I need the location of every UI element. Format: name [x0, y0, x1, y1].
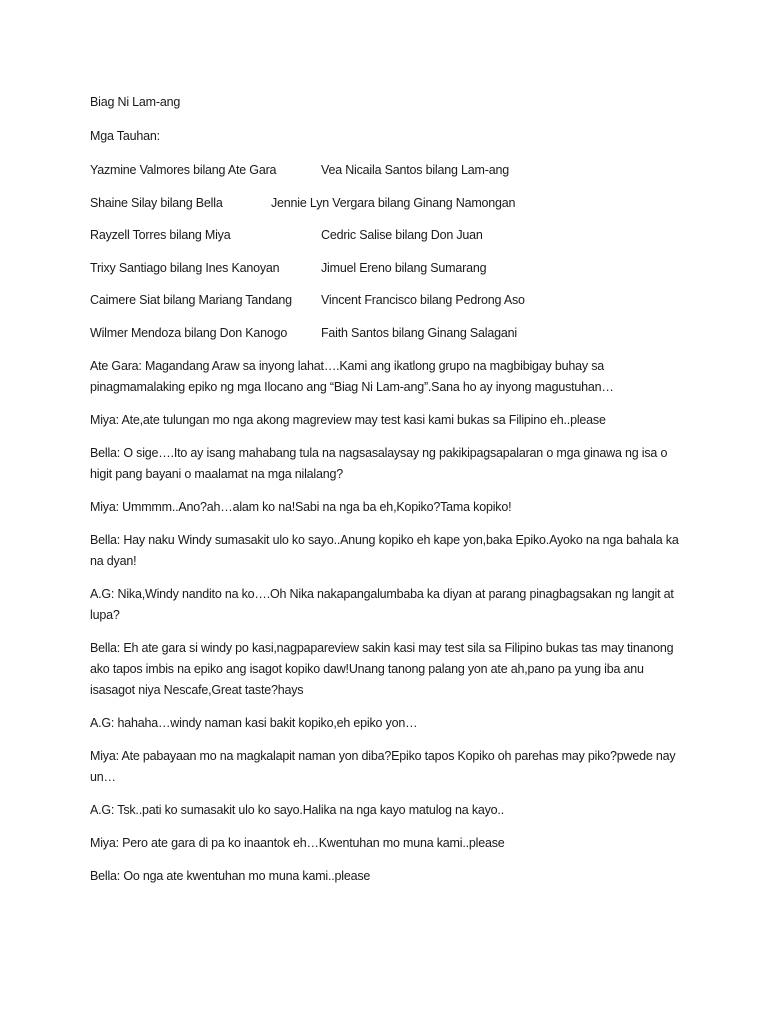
cast-row: [90, 225, 690, 246]
cast-heading: Mga Tauhan:: [90, 129, 160, 143]
dialogue: [90, 356, 690, 887]
cast-entry: Vea Nicaila Santos bilang Lam-ang: [321, 163, 509, 177]
cast-row: [90, 160, 690, 181]
dialogue-line: [90, 800, 690, 821]
cast-entry: Jimuel Ereno bilang Sumarang: [321, 260, 487, 275]
speaker: Miya:: [90, 499, 119, 514]
speaker: Bella:: [90, 640, 121, 655]
dialogue-text: Pero ate gara di pa ko inaantok eh…Kwentuhan mo muna kami..please: [118, 835, 505, 850]
speaker: Miya:: [90, 748, 119, 763]
dialogue-line: [90, 497, 690, 518]
cast-list: [90, 160, 690, 344]
cast-entry: Caimere Siat bilang Mariang Tandang: [90, 293, 292, 308]
dialogue-text: Hay naku Windy sumasakit ulo ko sayo..Anung kopiko eh kape yon,baka Epiko.Ayoko na nga bahala ka na dyan!: [90, 532, 679, 568]
dialogue-text: Tsk..pati ko sumasakit ulo ko sayo.Halika na nga kayo matulog na kayo..: [114, 802, 504, 817]
document-title: Biag Ni Lam-ang: [90, 95, 181, 109]
speaker: Bella:: [90, 445, 121, 460]
dialogue-text: Ummmm..Ano?ah…alam ko na!Sabi na nga ba eh,Kopiko?Tama kopiko!: [118, 499, 512, 514]
dialogue-text: hahaha…windy naman kasi bakit kopiko,eh epiko yon…: [114, 715, 418, 730]
dialogue-line: [90, 833, 690, 854]
speaker: Ate Gara:: [90, 358, 142, 373]
dialogue-line: [90, 356, 690, 398]
speaker: A.G:: [90, 715, 115, 730]
dialogue-line: [90, 638, 690, 701]
speaker: A.G:: [90, 802, 115, 817]
dialogue-line: [90, 410, 690, 431]
dialogue-text: Nika,Windy nandito na ko….Oh Nika nakapangalumbaba ka diyan at parang pinagbagsakan ng langit at lupa?: [90, 586, 674, 622]
dialogue-line: [90, 584, 690, 626]
speaker: A.G:: [90, 586, 115, 601]
dialogue-text: Magandang Araw sa inyong lahat….Kami ang ikatlong grupo na magbibigay buhay sa pinagmamalaking epiko ng mga Ilocano ang “Biag Ni Lam-ang”.Sana ho ay inyong magustuhan…: [90, 358, 614, 394]
dialogue-text: Eh ate gara si windy po kasi,nagpapareview sakin kasi may test sila sa Filipino bukas tas may tinanong ako tapos imbis na epiko ang isagot kopiko daw!Unang tanong palang yon ate ah,pano pa yung iba anu isasagot niya Nescafe,Great taste?hays: [90, 640, 674, 697]
dialogue-text: Ate,ate tulungan mo nga akong magreview may test kasi kami bukas sa Filipino eh..please: [118, 412, 606, 427]
dialogue-text: Oo nga ate kwentuhan mo muna kami..please: [120, 868, 371, 883]
document-page: [90, 92, 690, 899]
dialogue-line: [90, 866, 690, 887]
dialogue-line: [90, 530, 690, 572]
cast-entry: Wilmer Mendoza bilang Don Kanogo: [90, 325, 288, 340]
speaker: Miya:: [90, 412, 119, 427]
cast-row: [90, 323, 690, 344]
dialogue-line: [90, 713, 690, 734]
cast-entry: Faith Santos bilang Ginang Salagani: [321, 325, 517, 340]
cast-entry: Rayzell Torres bilang Miya: [90, 228, 231, 243]
cast-row: [90, 290, 690, 311]
dialogue-line: [90, 746, 690, 788]
cast-row: [90, 193, 690, 214]
speaker: Bella:: [90, 868, 121, 883]
cast-entry: Shaine Silay bilang Bella: [90, 195, 223, 210]
cast-row: [90, 258, 690, 279]
cast-entry: Yazmine Valmores bilang Ate Gara: [90, 163, 277, 177]
cast-entry: Trixy Santiago bilang Ines Kanoyan: [90, 260, 280, 275]
cast-entry: Jennie Lyn Vergara bilang Ginang Namongan: [271, 195, 516, 210]
speaker: Bella:: [90, 532, 121, 547]
cast-entry: Cedric Salise bilang Don Juan: [321, 228, 483, 243]
dialogue-text: O sige….Ito ay isang mahabang tula na nagsasalaysay ng pakikipagsapalaran o mga ginawa ng isa o higit pang bayani o maalamat na mga nilalang?: [90, 445, 668, 481]
dialogue-text: Ate pabayaan mo na magkalapit naman yon diba?Epiko tapos Kopiko oh parehas may piko?pwede nay un…: [90, 748, 676, 784]
cast-entry: Vincent Francisco bilang Pedrong Aso: [321, 293, 525, 308]
speaker: Miya:: [90, 835, 119, 850]
dialogue-line: [90, 443, 690, 485]
